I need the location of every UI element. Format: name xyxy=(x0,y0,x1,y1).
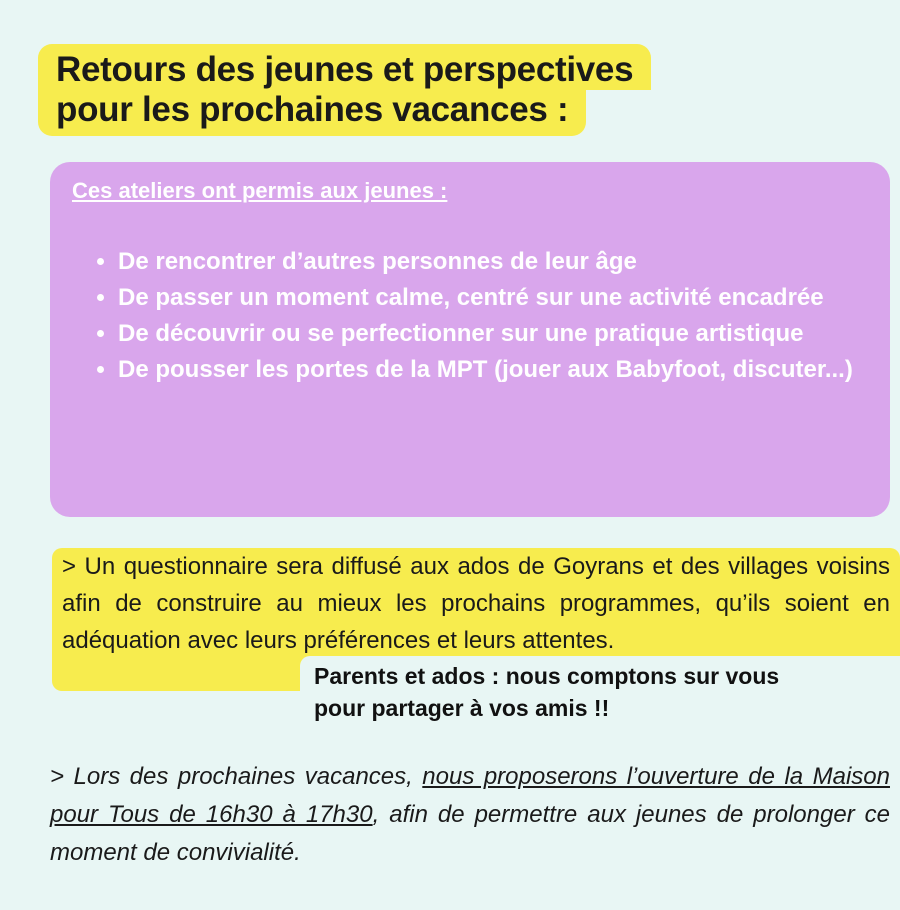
list-item: • De pousser les portes de la MPT (jouer aux Babyfoot, discuter...) xyxy=(118,352,858,388)
parents-callout xyxy=(314,660,779,724)
questionnaire-text: > Un questionnaire sera diffusé aux ados de Goyrans et des villages voisins afin de construire au mieux les prochains programmes, qu’ils soient en adéquation avec leurs préférences et leurs attentes. xyxy=(62,553,890,654)
parents-callout-line-2: pour partager à vos amis !! xyxy=(314,695,610,721)
ateliers-list xyxy=(96,244,858,388)
title-line-1: Retours des jeunes et perspectives xyxy=(38,44,651,90)
parents-callout-line-1: Parents et ados : nous comptons sur vous xyxy=(314,663,780,689)
title-line-2: pour les prochaines vacances : xyxy=(38,90,586,136)
vacances-paragraph xyxy=(50,758,890,872)
vacances-suffix: , afin de permettre aux jeunes de prolonger ce moment de convivialité. xyxy=(50,801,891,866)
list-item: • De passer un moment calme, centré sur une activité encadrée xyxy=(118,280,858,316)
vacances-prefix: > Lors des prochaines vacances, xyxy=(50,763,423,790)
list-item: • De rencontrer d’autres personnes de leur âge xyxy=(118,244,858,280)
vacances-underlined: nous proposerons l’ouverture de la Maison pour Tous de 16h30 à 17h30 xyxy=(50,763,890,828)
page-title xyxy=(38,44,651,136)
ateliers-intro: Ces ateliers ont permis aux jeunes : xyxy=(72,178,448,203)
list-item: • De découvrir ou se perfectionner sur une pratique artistique xyxy=(118,316,858,352)
ateliers-box xyxy=(50,162,890,517)
